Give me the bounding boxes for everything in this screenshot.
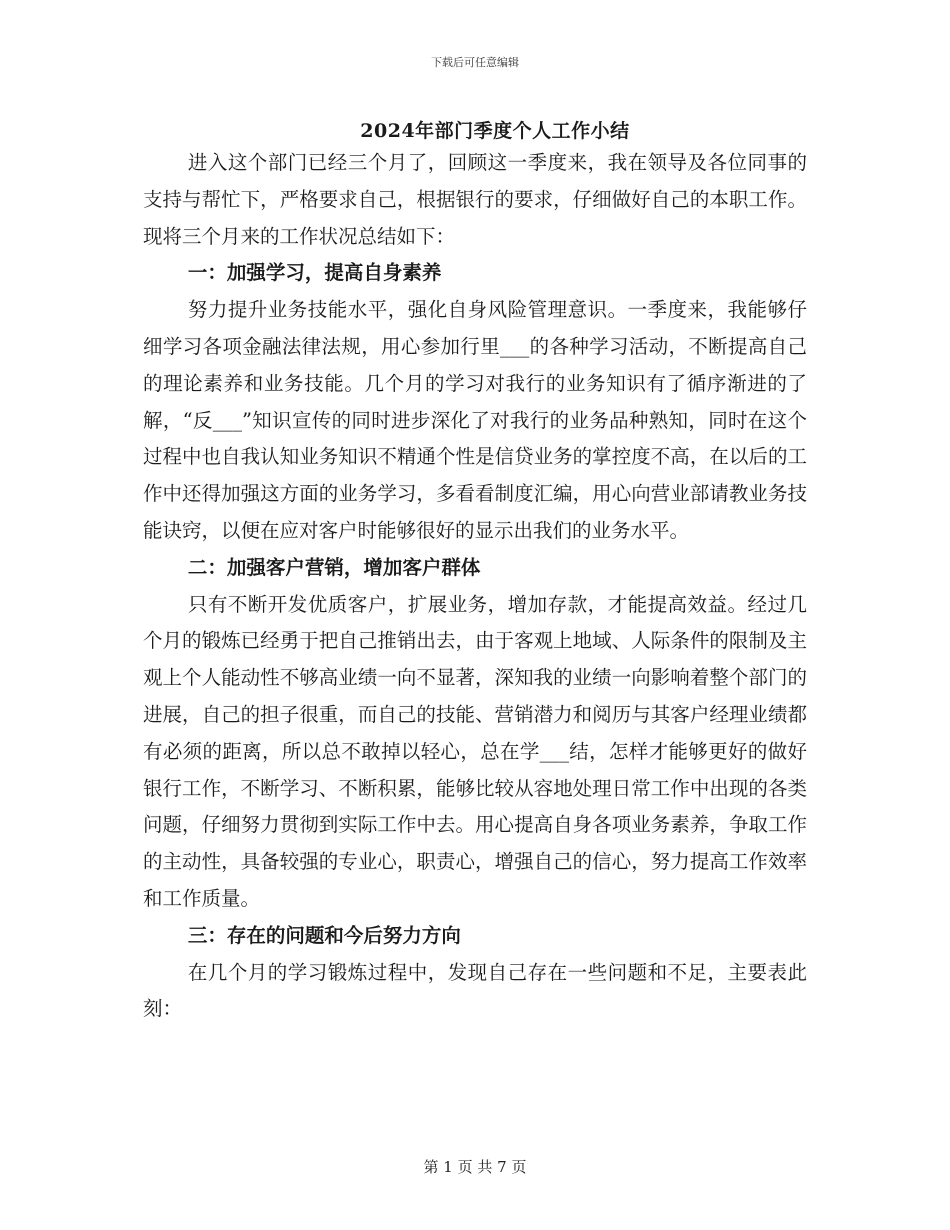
document-title: 2024年部门季度个人工作小结 <box>360 120 630 142</box>
intro-paragraph: 进入这个部门已经三个月了，回顾这一季度来，我在领导及各位同事的支持与帮忙下，严格要求自己，根据银行的要求，仔细做好自己的本职工作。现将三个月来的工作状况总结如下： <box>143 151 807 248</box>
section-1 <box>143 255 807 549</box>
header-note: 下载后可任意编辑 <box>431 56 519 69</box>
section-3 <box>143 918 807 1028</box>
section-heading: 一：加强学习，提高自身素养 <box>187 261 442 285</box>
section-heading: 三：存在的问题和今后努力方向 <box>187 923 461 947</box>
section-paragraph: 只有不断开发优质客户，扩展业务，增加存款，才能提高效益。经过几个月的锻炼已经勇于把自己推销出去，由于客观上地域、人际条件的限制及主观上个人能动性不够高业绩一向不显著，深知我的业绩一向影响着整个部门的进展，自己的担子很重，而自己的技能、营销潜力和阅历与其客户经理业绩都有必须的距离，所以总不敢掉以轻心，总在学___结，怎样才能够更好的做好银行工作，不断学习、不断积累，能够比较从容地处理日常工作中出现的各类问题，仔细努力贯彻到实际工作中去。用心提高自身各项业务素养，争取工作的主动性，具备较强的专业心，职责心，增强自己的信心，努力提高工作效率和工作质量。 <box>143 592 807 910</box>
section-2 <box>143 550 807 918</box>
section-heading: 二：加强客户营销，增加客户群体 <box>187 555 481 579</box>
document-body <box>143 145 807 1028</box>
section-paragraph: 在几个月的学习锻炼过程中，发现自己存在一些问题和不足，主要表此刻： <box>143 960 807 1021</box>
section-paragraph: 努力提升业务技能水平，强化自身风险管理意识。一季度来，我能够仔细学习各项金融法律法规，用心参加行里___的各种学习活动，不断提高自己的理论素养和业务技能。几个月的学习对我行的业务知识有了循序渐进的了解，“反___”知识宣传的同时进步深化了对我行的业务品种熟知，同时在这个过程中也自我认知业务知识不精通个性是信贷业务的掌控度不高，在以后的工作中还得加强这方面的业务学习，多看看制度汇编，用心向营业部请教业务技能诀窍，以便在应对客户时能够很好的显示出我们的业务水平。 <box>143 298 807 542</box>
page-footer: 第 1 页 共 7 页 <box>423 1158 527 1176</box>
